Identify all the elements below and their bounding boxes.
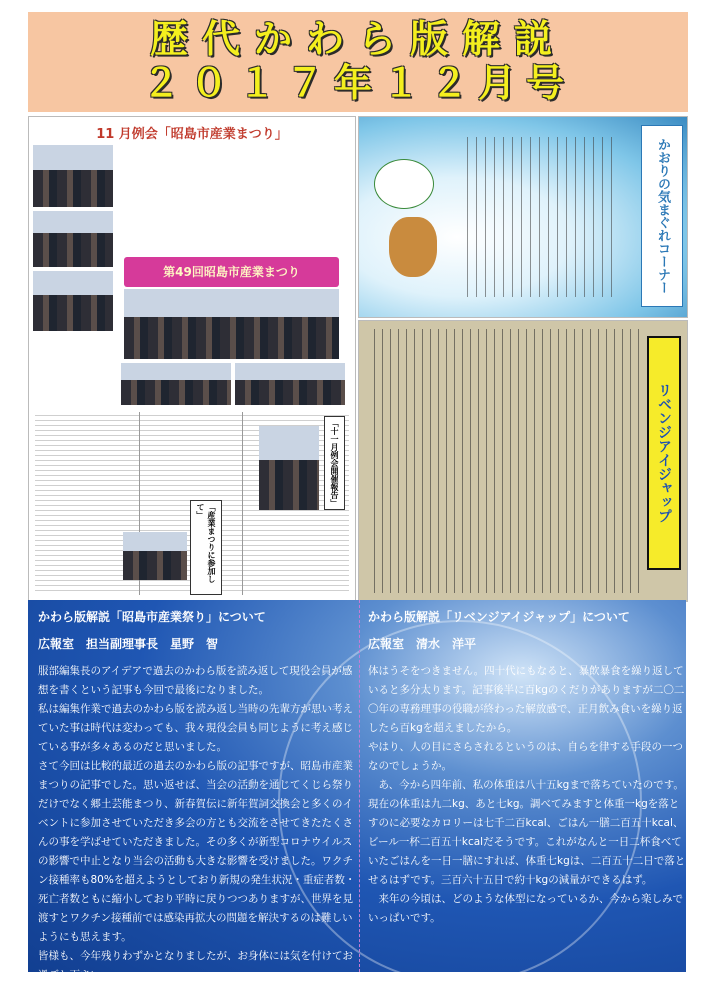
article-page-left — [28, 116, 356, 602]
kaori-column-page — [358, 116, 688, 318]
commentary-left-title: かわら版解説「昭島市産業祭り」について — [38, 610, 266, 624]
photo-person-2 — [33, 211, 113, 267]
photo-event-2 — [235, 363, 345, 405]
group-photo — [124, 289, 339, 359]
bear-illustration — [389, 217, 437, 277]
revenge-column-title: リベンジアイジャップ — [647, 336, 681, 570]
revenge-column-page — [358, 320, 688, 602]
commentary-right — [368, 608, 686, 928]
page-header — [28, 12, 688, 112]
subhead-report: 「十一月例会開催報告」 — [324, 416, 345, 510]
photo-person-1 — [33, 145, 113, 207]
commentary-left-body: 服部編集長のアイデアで過去のかわら版を読み返して現役会員が感想を書くという記事も今回で最後になりました。 私は編集作業で過去のかわら版を読み返し当時の先輩方が思い考えていた事は時代は変わっても、我々現役会員も同じように考え感じている事が多々あるのだと思いました。 さて今回は比較的最近の過去のかわら版の記事ですが、昭島市産業まつりの記事でした。思い返せば、当会の活動を通じてくじら祭りだけでなく郷土芸能まつり、新春賀伝に新年賀詞交換会と多くのイベントに参加させていただき多会の方とも交流をさせてきたたくさんの事を学ばせていただきました。その多くが新型コロナウイルスの影響で中止となり当会の活動も大きな影響を受けました。ワクチン接種率も80%を超えようとしており新規の発生状況・重症者数・死亡者数ともに縮小しており平時に戻りつつありますが、世界を見渡すとワクチン接種前では感染再拡大の問題を解決するのは難しいようにも思えます。 皆様も、今年残りわずかとなりましたが、お身体には気を付けてお過ごし下さい。 — [38, 665, 356, 981]
article-body-text — [35, 412, 349, 595]
kaori-column-title: かおりの気まぐれコーナー — [641, 125, 683, 307]
photo-member — [123, 532, 187, 580]
photo-speaker — [259, 426, 319, 510]
subhead-participation: 「産業まつりに参加して」 — [190, 500, 222, 595]
commentary-left — [38, 608, 356, 985]
commentary-section — [28, 600, 686, 981]
festival-banner: 第49回昭島市産業まつり — [124, 257, 339, 287]
column-divider — [359, 600, 360, 972]
header-issue: ２０１７年１２月号 — [141, 61, 574, 105]
photo-person-3 — [33, 271, 113, 331]
commentary-left-byline: 広報室 担当副理事長 星野 智 — [38, 637, 219, 651]
revenge-column-text — [367, 329, 639, 593]
speech-bubble — [374, 159, 434, 209]
kaori-column-text — [459, 137, 619, 297]
commentary-right-byline: 広報室 清水 洋平 — [368, 637, 477, 651]
photo-event-1 — [121, 363, 231, 405]
commentary-right-title: かわら版解説「リベンジアイジャップ」について — [368, 610, 630, 624]
header-title: 歴代かわら版解説 — [149, 17, 566, 61]
commentary-right-body: 体はうそをつきません。四十代にもなると、暴飲暴食を繰り返していると多分太ります。記事後半に百kgのくだりがありますが二〇二〇年の専務理事の役職が終わった解放感で、正月飲み食いを繰り返したら百kgを超えましたから。 やはり、人の目にさらされるというのは、自らを律する手段の一つなのでしょうか。 あ、今から四年前、私の体重は八十五kgまで落ちていたのです。現在の体重は九二kg、あと七kg。調べてみますと体重一kgを落とすのに必要なカロリーは七千二百kcal、ごはん一膳二百五十kcal、ビール一杯二百五十kcalだそうです。これがなんと一日二杯食べていたごはんを一日一膳にすれば、体重七kgは、二百五十二日で落とせるはずです。三百六十五日で約十kgの減量ができるはず。 来年の今頃は、どのような体型になっているか、今から楽しみでいっぱいです。 — [368, 665, 686, 924]
article-title: 11 月例会「昭島市産業まつり」 — [96, 127, 288, 142]
